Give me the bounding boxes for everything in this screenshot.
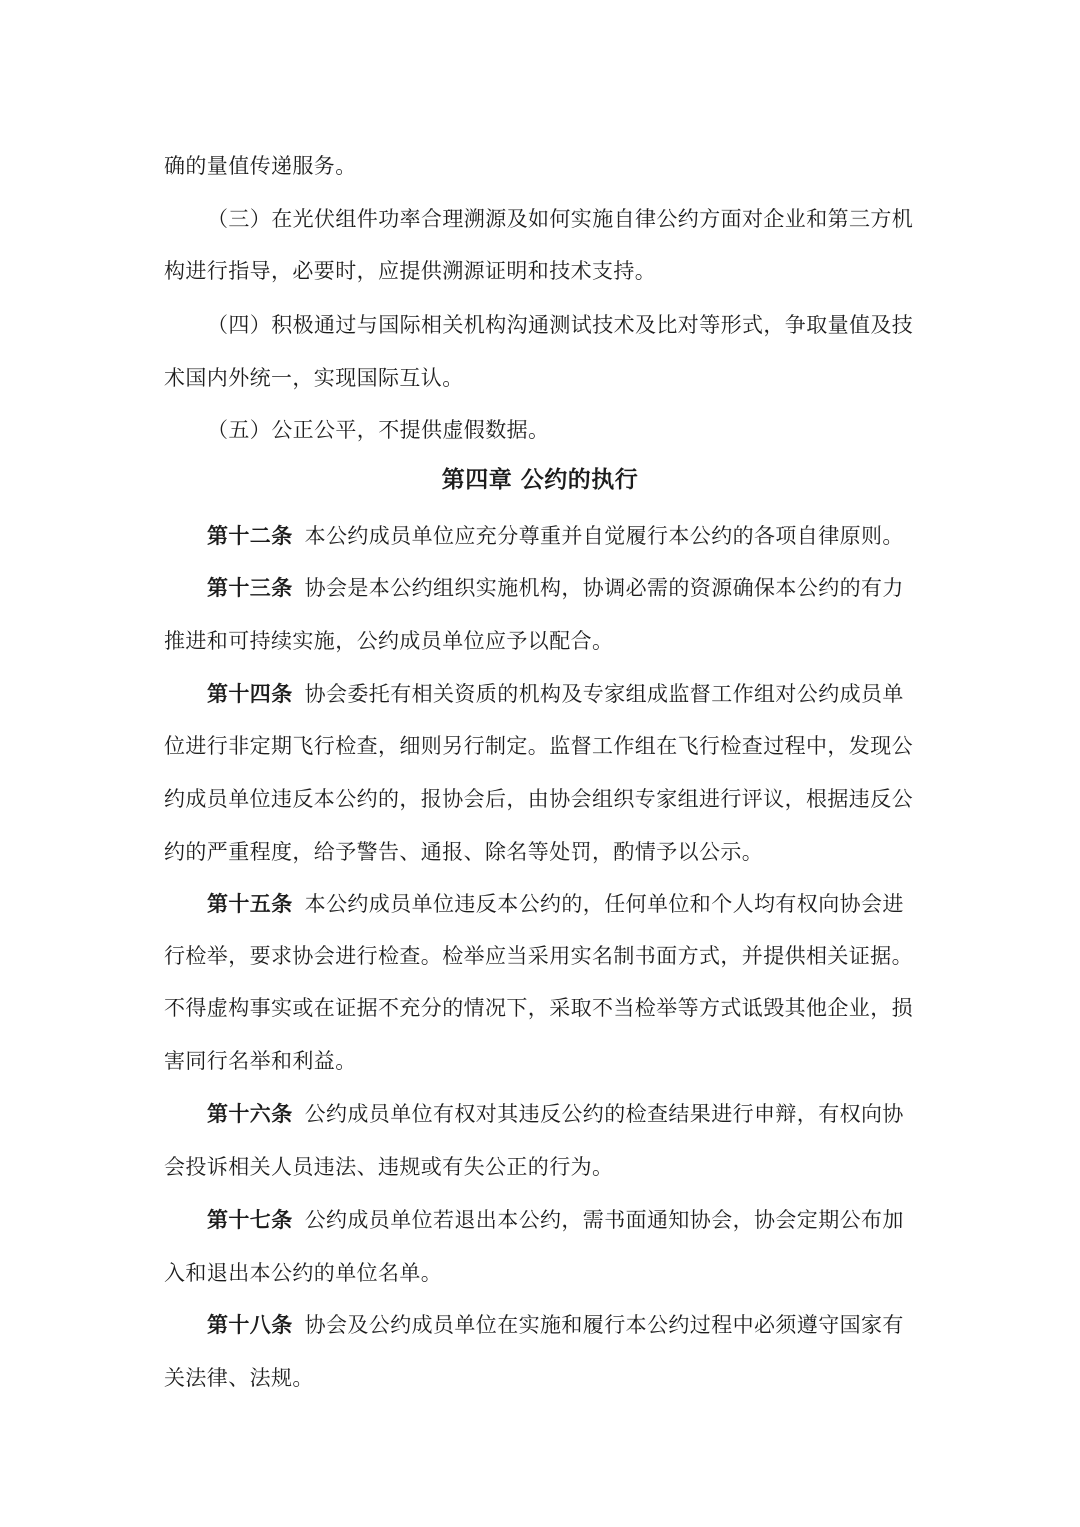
article-17-line-2: 入和退出本公约的单位名单。 [164, 1261, 443, 1285]
article-18-line-2: 关法律、法规。 [164, 1366, 314, 1390]
article-16-line-1 [207, 1099, 924, 1129]
article-15-line-4: 害同行名举和利益。 [164, 1049, 357, 1073]
chapter-title: 第四章 公约的执行 [441, 467, 639, 493]
article-14-line-4: 约的严重程度，给予警告、通报、除名等处罚，酌情予以公示。 [164, 840, 764, 864]
article-15-line-3: 不得虚构事实或在证据不充分的情况下，采取不当检举等方式诋毁其他企业，损 [164, 996, 913, 1020]
article-16-text: 公约成员单位有权对其违反公约的检查结果进行申辩，有权向协 [304, 1102, 904, 1126]
article-15-line-2: 行检举，要求协会进行检查。检举应当采用实名制书面方式，并提供相关证据。 [164, 944, 913, 968]
item-5-line-1: （五）公正公平，不提供虚假数据。 [207, 418, 550, 442]
article-13-text: 协会是本公约组织实施机构，协调必需的资源确保本公约的有力 [304, 576, 904, 600]
article-15-label: 第十五条 [207, 892, 293, 916]
article-12-text: 本公约成员单位应充分尊重并自觉履行本公约的各项自律原则。 [304, 524, 904, 548]
article-13-line-1 [207, 573, 924, 603]
article-18-line-1 [207, 1310, 924, 1340]
item-4-line-1: （四）积极通过与国际相关机构沟通测试技术及比对等形式，争取量值及技 [207, 313, 914, 337]
article-16-label: 第十六条 [207, 1102, 293, 1126]
article-17-line-1 [207, 1205, 924, 1235]
article-14-line-3: 约成员单位违反本公约的，报协会后，由协会组织专家组进行评议，根据违反公 [164, 787, 913, 811]
article-16-line-2: 会投诉相关人员违法、违规或有失公正的行为。 [164, 1155, 614, 1179]
article-17-label: 第十七条 [207, 1208, 293, 1232]
article-13-label: 第十三条 [207, 576, 293, 600]
item-3-line-2: 构进行指导，必要时，应提供溯源证明和技术支持。 [164, 259, 657, 283]
article-18-text: 协会及公约成员单位在实施和履行本公约过程中必须遵守国家有 [304, 1313, 904, 1337]
article-12-line-1 [207, 521, 924, 551]
article-14-line-2: 位进行非定期飞行检查，细则另行制定。监督工作组在飞行检查过程中，发现公 [164, 734, 913, 758]
article-12-label: 第十二条 [207, 524, 293, 548]
article-18-label: 第十八条 [207, 1313, 293, 1337]
article-17-text: 公约成员单位若退出本公约，需书面通知协会，协会定期公布加 [304, 1208, 904, 1232]
paragraph-line: 确的量值传递服务。 [164, 154, 357, 178]
article-14-label: 第十四条 [207, 682, 293, 706]
article-15-text: 本公约成员单位违反本公约的，任何单位和个人均有权向协会进 [304, 892, 904, 916]
article-14-line-1 [207, 679, 924, 709]
article-14-text: 协会委托有相关资质的机构及专家组成监督工作组对公约成员单 [304, 682, 904, 706]
article-13-line-2: 推进和可持续实施，公约成员单位应予以配合。 [164, 629, 614, 653]
item-3-line-1: （三）在光伏组件功率合理溯源及如何实施自律公约方面对企业和第三方机 [207, 207, 914, 231]
article-15-line-1 [207, 889, 924, 919]
item-4-line-2: 术国内外统一，实现国际互认。 [164, 366, 464, 390]
